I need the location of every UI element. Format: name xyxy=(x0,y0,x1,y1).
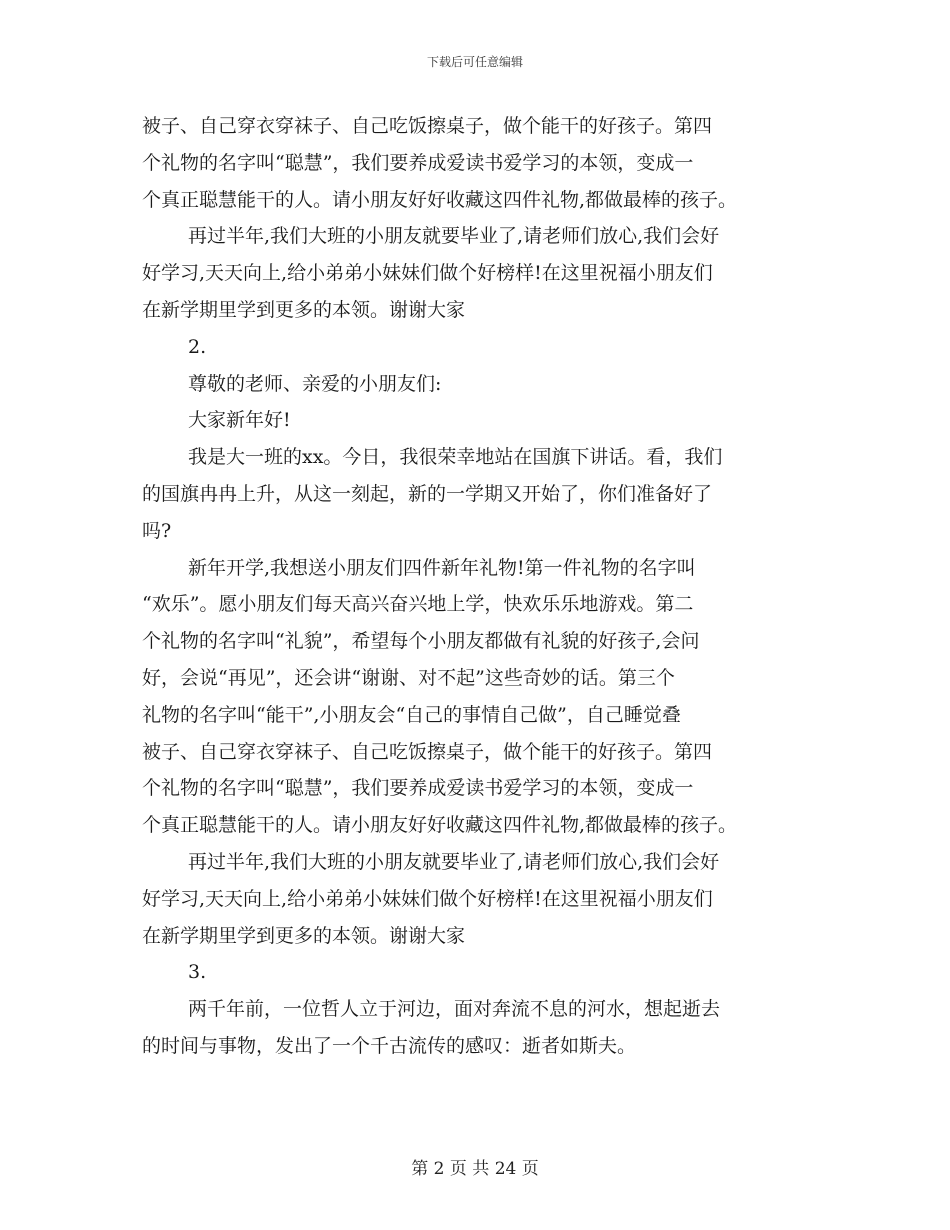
text-line: 尊敬的老师、亲爱的小朋友们: xyxy=(188,372,442,395)
text-line: 新年开学,我想送小朋友们四件新年礼物!第一件礼物的名字叫 xyxy=(188,556,696,579)
text-line: 吗? xyxy=(142,519,172,542)
page-header: 下载后可任意编辑 xyxy=(426,55,523,69)
document-body xyxy=(142,108,822,1065)
text-line: 2. xyxy=(188,335,207,358)
text-line: 再过半年,我们大班的小朋友就要毕业了,请老师们放心,我们会好 xyxy=(188,850,720,873)
text-line: 大家新年好! xyxy=(188,409,291,432)
text-line: 3. xyxy=(188,961,207,984)
text-line: 被子、自己穿衣穿袜子、自己吃饭擦桌子，做个能干的好孩子。第四 xyxy=(142,115,713,137)
text-line: 再过半年,我们大班的小朋友就要毕业了,请老师们放心,我们会好 xyxy=(188,225,720,248)
text-line: “欢乐”。愿小朋友们每天高兴奋兴地上学，快欢乐乐地游戏。第二 xyxy=(142,593,694,616)
text-line: 被子、自己穿衣穿袜子、自己吃饭擦桌子，做个能干的好孩子。第四 xyxy=(142,740,713,763)
text-line: 在新学期里学到更多的本领。谢谢大家 xyxy=(142,924,466,947)
text-line: 好，会说“再见”，还会讲“谢谢、对不起”这些奇妙的话。第三个 xyxy=(142,666,675,689)
text-line: 礼物的名字叫“能干”,小朋友会“自己的事情自己做”，自己睡觉叠 xyxy=(142,703,681,726)
text-line: 个真正聪慧能干的人。请小朋友好好收藏这四件礼物,都做最棒的孩子。 xyxy=(142,814,738,837)
text-line: 两千年前，一位哲人立于河边，面对奔流不息的河水，想起逝去 xyxy=(188,998,721,1021)
text-line: 个礼物的名字叫“聪慧”，我们要养成爱读书爱学习的本领，变成一 xyxy=(142,151,694,174)
page-footer: 第 2 页 共 24 页 xyxy=(411,1159,539,1179)
text-line: 在新学期里学到更多的本领。谢谢大家 xyxy=(142,298,466,321)
text-line: 好学习,天天向上,给小弟弟小妹妹们做个好榜样!在这里祝福小朋友们 xyxy=(142,262,713,285)
text-line: 个礼物的名字叫“聪慧”，我们要养成爱读书爱学习的本领，变成一 xyxy=(142,777,694,800)
text-line: 个礼物的名字叫“礼貌”，希望每个小朋友都做有礼貌的好孩子,会问 xyxy=(142,630,700,653)
text-line: 我是大一班的xx。今日，我很荣幸地站在国旗下讲话。看，我们 xyxy=(188,446,723,469)
text-line: 的时间与事物，发出了一个千古流传的感叹：逝者如斯夫。 xyxy=(142,1034,637,1057)
text-line: 个真正聪慧能干的人。请小朋友好好收藏这四件礼物,都做最棒的孩子。 xyxy=(142,188,738,211)
text-line: 的国旗冉冉上升，从这一刻起，新的一学期又开始了，你们准备好了 xyxy=(142,482,713,505)
text-line: 好学习,天天向上,给小弟弟小妹妹们做个好榜样!在这里祝福小朋友们 xyxy=(142,887,713,910)
